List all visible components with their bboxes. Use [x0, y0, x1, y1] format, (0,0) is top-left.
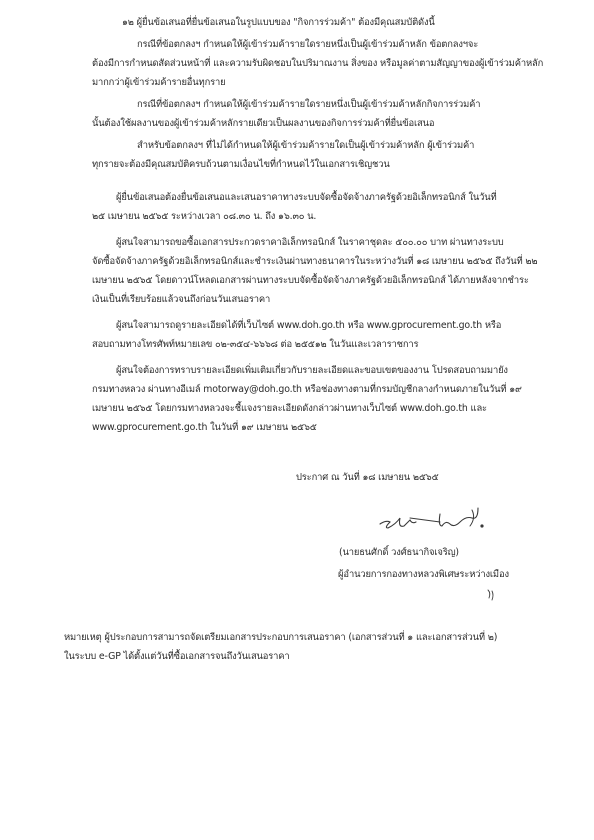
- purchase-line3: เมษายน ๒๕๖๕ โดยดาวน์โหลดเอกสารผ่านทางระบบจัดซื้อจัดจ้างภาครัฐด้วยอิเล็กทรอนิกส์ ได้ภายหลังจากชำระ: [92, 275, 529, 286]
- handwritten-initials: [484, 588, 498, 602]
- info-line1: ผู้สนใจสามารถดูรายละเอียดได้ที่เว็บไซต์ www.doh.go.th หรือ www.gprocurement.go.th หรือ: [116, 320, 502, 331]
- inquiry-line1: ผู้สนใจต้องการทราบรายละเอียดเพิ่มเติมเกี่ยวกับรายละเอียดและขอบเขตของงาน โปรดสอบถามมายัง: [116, 365, 508, 376]
- clause-12-case2-line1: กรณีที่ข้อตกลงฯ กำหนดให้ผู้เข้าร่วมค้ารายใดรายหนึ่งเป็นผู้เข้าร่วมค้าหลักกิจการร่วมค้า: [137, 99, 481, 110]
- purchase-line4: เงินเป็นที่เรียบร้อยแล้วจนถึงก่อนวันเสนอราคา: [92, 294, 271, 305]
- note-line1: หมายเหตุ ผู้ประกอบการสามารถจัดเตรียมเอกสารประกอบการเสนอราคา (เอกสารส่วนที่ ๑ และเอกสารส่วนที่ ๒): [64, 632, 498, 643]
- purchase-line2: จัดซื้อจัดจ้างภาครัฐด้วยอิเล็กทรอนิกส์และชำระเงินผ่านทางธนาคารในระหว่างวันที่ ๑๘ เมษายน ๒๕๖๕ ถึงวันที่ ๒๒: [92, 256, 538, 267]
- clause-12-case1-line2: ต้องมีการกำหนดสัดส่วนหน้าที่ และความรับผิดชอบในปริมาณงาน สิ่งของ หรือมูลค่าตามสัญญาของผู้เข้าร่วมค้าหลัก: [92, 58, 544, 69]
- handwritten-signature: [376, 500, 496, 540]
- announcement-date: ประกาศ ณ วันที่ ๑๘ เมษายน ๒๕๖๕: [296, 472, 439, 483]
- submission-line2: ๒๕ เมษายน ๒๕๖๕ ระหว่างเวลา ๐๘.๓๐ น. ถึง ๑๖.๓๐ น.: [92, 211, 317, 222]
- inquiry-line2: กรมทางหลวง ผ่านทางอีเมล์ motorway@doh.go.th หรือช่องทางตามที่กรมบัญชีกลางกำหนดภายในวันที่ ๑๙: [92, 384, 522, 395]
- signer-title: ผู้อำนวยการกองทางหลวงพิเศษระหว่างเมือง: [338, 569, 509, 580]
- clause-12-case3-line2: ทุกรายจะต้องมีคุณสมบัติครบถ้วนตามเงื่อนไขที่กำหนดไว้ในเอกสารเชิญชวน: [92, 159, 390, 170]
- signer-name: (นายธนศักดิ์ วงศ์ธนากิจเจริญ): [339, 547, 459, 558]
- clause-12-case2-line2: นั้นต้องใช้ผลงานของผู้เข้าร่วมค้าหลักรายเดียวเป็นผลงานของกิจการร่วมค้าที่ยื่นข้อเสนอ: [92, 118, 435, 129]
- purchase-line1: ผู้สนใจสามารถขอซื้อเอกสารประกวดราคาอิเล็กทรอนิกส์ ในราคาชุดละ ๕๐๐.๐๐ บาท ผ่านทางระบบ: [116, 237, 504, 248]
- inquiry-line4: www.gprocurement.go.th ในวันที่ ๑๙ เมษายน ๒๕๖๕: [92, 422, 317, 433]
- note-line2: ในระบบ e-GP ได้ตั้งแต่วันที่ซื้อเอกสารจนถึงวันเสนอราคา: [64, 651, 290, 662]
- clause-12-case1-line1: กรณีที่ข้อตกลงฯ กำหนดให้ผู้เข้าร่วมค้ารายใดรายหนึ่งเป็นผู้เข้าร่วมค้าหลัก ข้อตกลงฯจะ: [137, 39, 479, 50]
- clause-12-case3-line1: สำหรับข้อตกลงฯ ที่ไม่ได้กำหนดให้ผู้เข้าร่วมค้ารายใดเป็นผู้เข้าร่วมค้าหลัก ผู้เข้าร่วมค้า: [137, 140, 475, 151]
- inquiry-line3: เมษายน ๒๕๖๕ โดยกรมทางหลวงจะชี้แจงรายละเอียดดังกล่าวผ่านทางเว็บไซต์ www.doh.go.th และ: [92, 403, 487, 414]
- info-line2: สอบถามทางโทรศัพท์หมายเลข ๐๒-๓๕๔-๖๖๖๘ ต่อ ๒๕๕๑๒ ในวันและเวลาราชการ: [92, 339, 419, 350]
- clause-12-case1-line3: มากกว่าผู้เข้าร่วมค้ารายอื่นทุกราย: [92, 77, 226, 88]
- clause-12-heading: ๑๒ ผู้ยื่นข้อเสนอที่ยื่นข้อเสนอในรูปแบบของ "กิจการร่วมค้า" ต้องมีคุณสมบัติดังนี้: [122, 17, 435, 28]
- submission-line1: ผู้ยื่นข้อเสนอต้องยื่นข้อเสนอและเสนอราคาทางระบบจัดซื้อจัดจ้างภาครัฐด้วยอิเล็กทรอนิกส์ ในวันที่: [116, 192, 497, 203]
